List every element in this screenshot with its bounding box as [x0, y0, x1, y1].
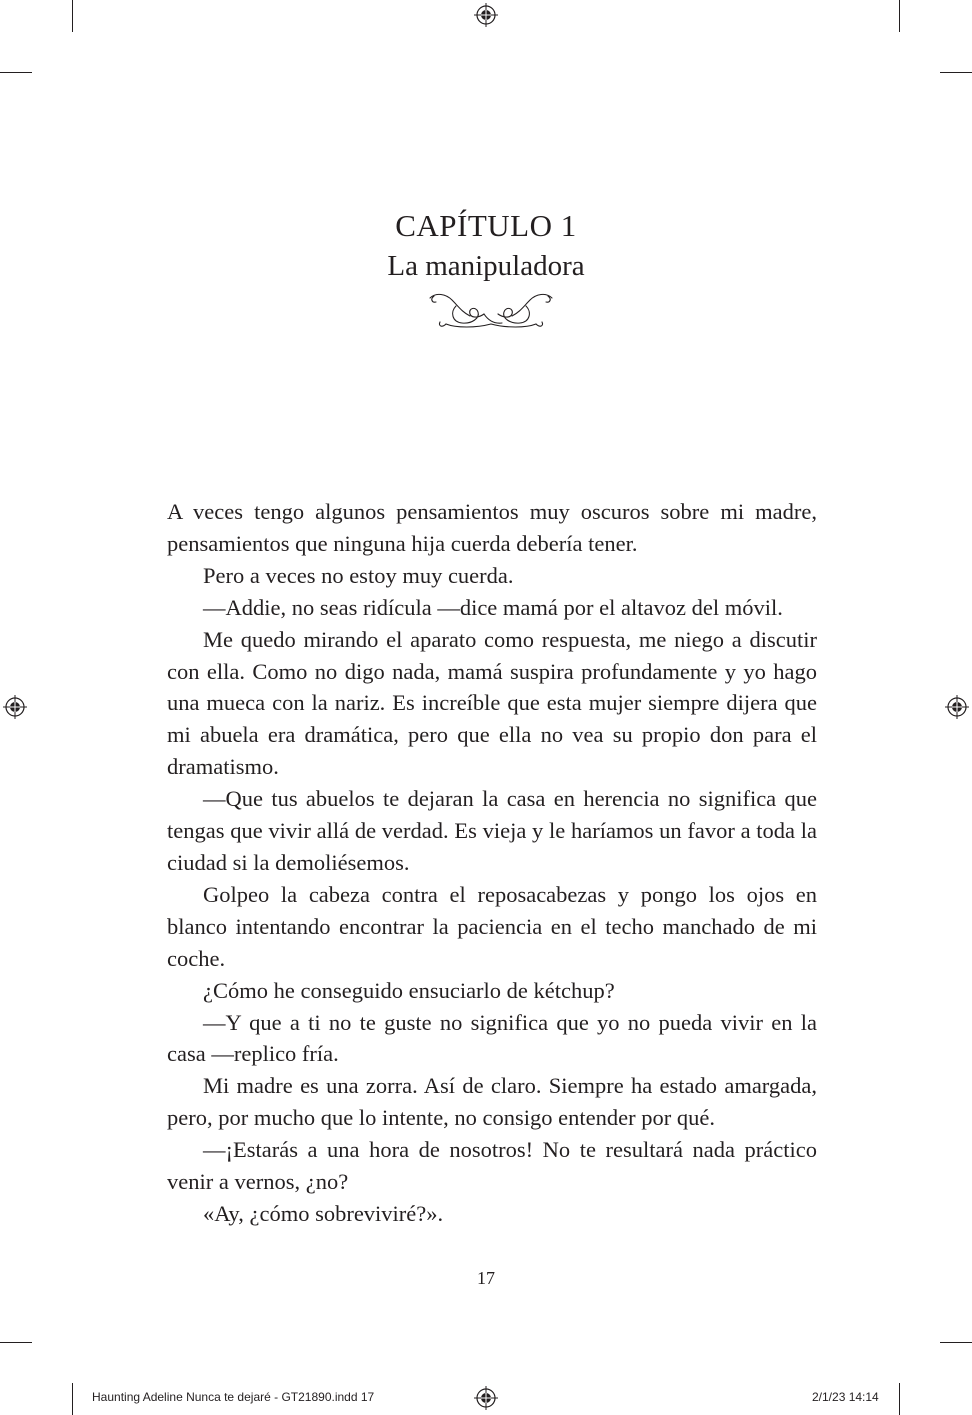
- paragraph: Golpeo la cabeza contra el reposacabezas y pongo los ojos en blanco intentando encontrar la paciencia en el techo manchado de mi coche.: [167, 881, 817, 971]
- slug-file-name: Haunting Adeline Nunca te dejaré - GT21890.indd 17: [92, 1390, 375, 1404]
- paragraph: Pero a veces no estoy muy cuerda.: [203, 562, 514, 588]
- registration-mark-icon: [3, 695, 27, 719]
- crop-mark-top-left-v: [72, 0, 73, 32]
- crop-mark-bottom-left-v: [72, 1383, 73, 1415]
- crop-mark-bottom-right-v: [899, 1383, 900, 1415]
- body-text: [167, 496, 817, 1230]
- registration-mark-icon: [474, 1386, 498, 1410]
- crop-mark-top-left-h: [0, 72, 32, 73]
- paragraph: —Y que a ti no te guste no significa que yo no pueda vivir en la casa —replico fría.: [167, 1009, 817, 1067]
- crop-mark-bottom-right-h: [940, 1342, 972, 1343]
- registration-mark-icon: [945, 695, 969, 719]
- paragraph: Mi madre es una zorra. Así de claro. Siempre ha estado amargada, pero, por mucho que lo intente, no consigo entender por qué.: [167, 1073, 817, 1131]
- page-number: 17: [477, 1268, 495, 1288]
- paragraph: —Que tus abuelos te dejaran la casa en herencia no significa que tengas que vivir allá de verdad. Es vieja y le haríamos un favor a toda la ciudad si la demoliésemos.: [167, 786, 817, 875]
- paragraph: «Ay, ¿cómo sobreviviré?».: [203, 1200, 444, 1226]
- paragraph: ¿Cómo he conseguido ensuciarlo de kétchup?: [203, 977, 615, 1003]
- paragraph: —Addie, no seas ridícula —dice mamá por el altavoz del móvil.: [203, 594, 783, 620]
- paragraph: A veces tengo algunos pensamientos muy oscuros sobre mi madre, pensamientos que ninguna hija cuerda debería tener.: [167, 499, 817, 556]
- crop-mark-top-right-h: [940, 72, 972, 73]
- crop-mark-top-right-v: [899, 0, 900, 32]
- chapter-number: CAPÍTULO 1: [395, 208, 577, 243]
- paragraph: —¡Estarás a una hora de nosotros! No te resultará nada práctico venir a vernos, ¿no?: [167, 1137, 817, 1195]
- crop-mark-bottom-left-h: [0, 1342, 32, 1343]
- chapter-title: La manipuladora: [387, 250, 585, 282]
- slug-date-time: 2/1/23 14:14: [812, 1390, 879, 1404]
- chapter-ornament-icon: [426, 290, 556, 332]
- registration-mark-icon: [474, 3, 498, 27]
- paragraph: Me quedo mirando el aparato como respuesta, me niego a discutir con ella. Como no digo nada, mamá suspira profundamente y yo hago una mueca con la nariz. Es increíble que esta mujer siempre dijera que mi abuela era dramática, pero que ella no vea su propio don para el dramatismo.: [167, 626, 817, 780]
